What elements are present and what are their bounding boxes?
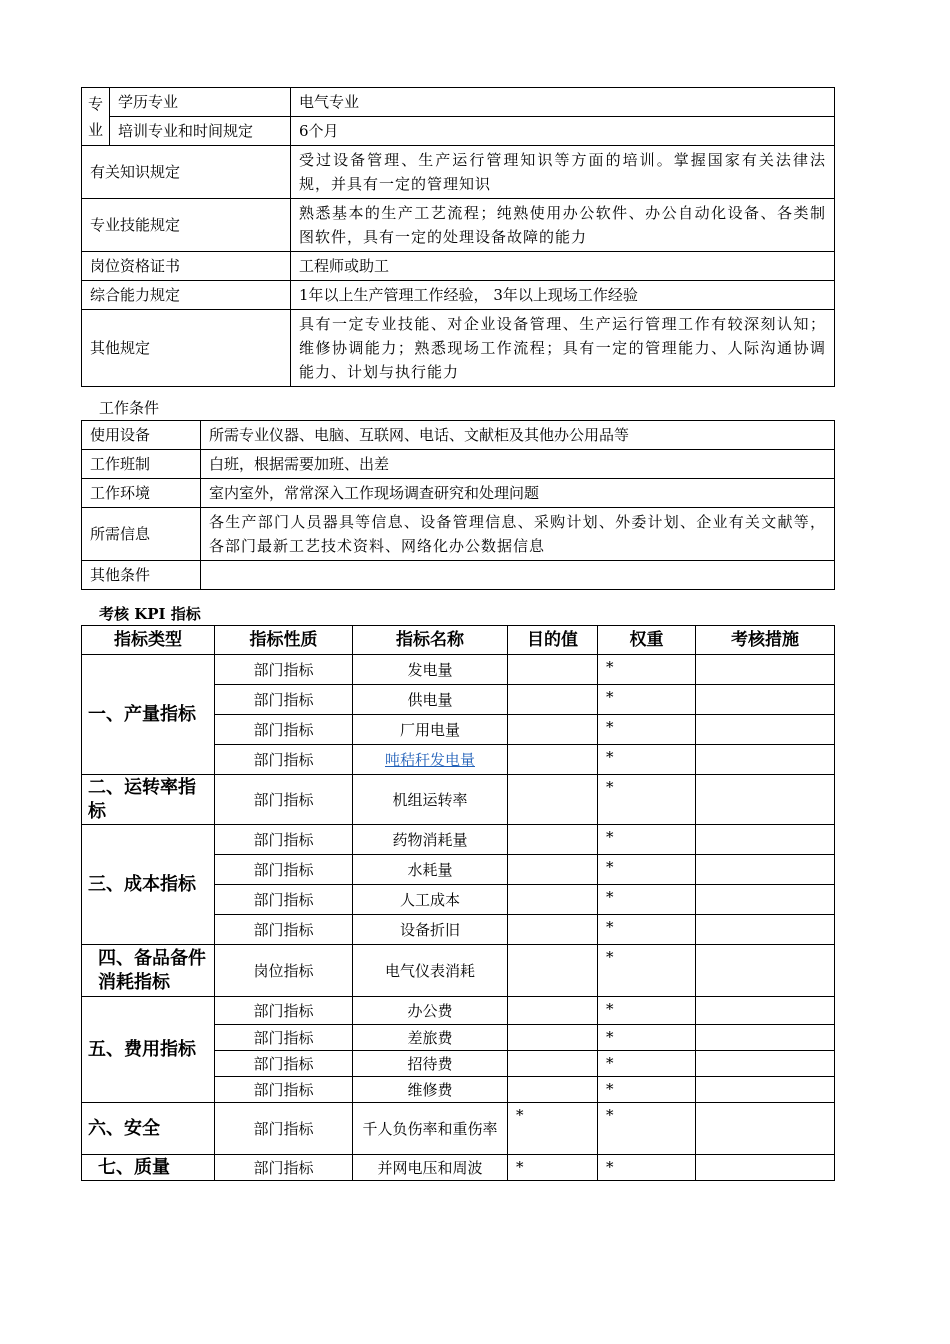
- kpi-measure: [696, 775, 835, 825]
- kpi-name: 供电量: [353, 685, 508, 715]
- kpi-target: [508, 915, 598, 945]
- kpi-name: 机组运转率: [353, 775, 508, 825]
- kpi-measure: [696, 1155, 835, 1181]
- kpi-nature: 部门指标: [215, 1025, 353, 1051]
- kpi-target: [508, 1077, 598, 1103]
- kpi-nature: 部门指标: [215, 715, 353, 745]
- kpi-header: 考核措施: [696, 626, 835, 655]
- kpi-weight: *: [598, 855, 696, 885]
- kpi-target: [508, 997, 598, 1025]
- kpi-weight: *: [598, 1155, 696, 1181]
- kpi-weight: *: [598, 715, 696, 745]
- kpi-category: 一、产量指标: [82, 655, 215, 775]
- work-conditions-title: 工作条件: [99, 399, 160, 417]
- kpi-name: 发电量: [353, 655, 508, 685]
- kpi-target: [508, 655, 598, 685]
- kpi-nature: 部门指标: [215, 1051, 353, 1077]
- row-value: 1年以上生产管理工作经验， 3年以上现场工作经验: [291, 281, 835, 310]
- kpi-weight: *: [598, 1025, 696, 1051]
- spec-label: 专业: [82, 88, 110, 146]
- cond-label: 工作环境: [82, 479, 201, 508]
- kpi-measure: [696, 745, 835, 775]
- kpi-category: 六、安全: [82, 1103, 215, 1155]
- kpi-weight: *: [598, 685, 696, 715]
- kpi-nature: 部门指标: [215, 745, 353, 775]
- kpi-weight: *: [598, 1077, 696, 1103]
- row-label: 有关知识规定: [82, 146, 291, 199]
- kpi-measure: [696, 915, 835, 945]
- kpi-weight: *: [598, 997, 696, 1025]
- kpi-header: 权重: [598, 626, 696, 655]
- kpi-target: [508, 715, 598, 745]
- kpi-nature: 部门指标: [215, 855, 353, 885]
- kpi-name: 办公费: [353, 997, 508, 1025]
- kpi-measure: [696, 1077, 835, 1103]
- kpi-nature: 部门指标: [215, 1103, 353, 1155]
- kpi-nature: 部门指标: [215, 775, 353, 825]
- kpi-measure: [696, 1025, 835, 1051]
- kpi-target: [508, 1051, 598, 1077]
- kpi-name: 维修费: [353, 1077, 508, 1103]
- kpi-name-link[interactable]: 吨秸秆发电量: [384, 750, 475, 769]
- kpi-weight: *: [598, 1051, 696, 1077]
- cond-value: 白班，根据需要加班、出差: [201, 450, 835, 479]
- cond-value: [201, 561, 835, 590]
- kpi-nature: 部门指标: [215, 825, 353, 855]
- kpi-weight: *: [598, 775, 696, 825]
- kpi-header: 指标类型: [82, 626, 215, 655]
- kpi-measure: [696, 885, 835, 915]
- row-value: 受过设备管理、生产运行管理知识等方面的培训。掌握国家有关法律法规，并具有一定的管理知识: [291, 146, 835, 199]
- kpi-measure: [696, 1051, 835, 1077]
- cond-label: 工作班制: [82, 450, 201, 479]
- kpi-measure: [696, 1103, 835, 1155]
- kpi-target: [508, 1025, 598, 1051]
- cond-value: 所需专业仪器、电脑、互联网、电话、文献柜及其他办公用品等: [201, 421, 835, 450]
- cond-label: 其他条件: [82, 561, 201, 590]
- kpi-name[interactable]: [353, 745, 508, 775]
- row-label: 培训专业和时间规定: [110, 117, 291, 146]
- kpi-nature: 部门指标: [215, 915, 353, 945]
- row-label: 学历专业: [110, 88, 291, 117]
- kpi-target: [508, 885, 598, 915]
- kpi-target: [508, 685, 598, 715]
- kpi-header: 指标性质: [215, 626, 353, 655]
- kpi-target: [508, 775, 598, 825]
- kpi-name: 人工成本: [353, 885, 508, 915]
- kpi-weight: *: [598, 885, 696, 915]
- kpi-measure: [696, 855, 835, 885]
- kpi-measure: [696, 655, 835, 685]
- row-value: 具有一定专业技能、对企业设备管理、生产运行管理工作有较深刻认知；维修协调能力；熟悉现场工作流程；具有一定的管理能力、人际沟通协调能力、计划与执行能力: [291, 310, 835, 387]
- qualification-table: [81, 87, 835, 387]
- kpi-nature: 部门指标: [215, 997, 353, 1025]
- kpi-name: 药物消耗量: [353, 825, 508, 855]
- kpi-category: 二、运转率指标: [82, 775, 215, 825]
- kpi-category: 五、费用指标: [82, 997, 215, 1103]
- kpi-name: 千人负伤率和重伤率: [353, 1103, 508, 1155]
- kpi-weight: *: [598, 655, 696, 685]
- kpi-target: [508, 825, 598, 855]
- kpi-measure: [696, 715, 835, 745]
- kpi-nature: 岗位指标: [215, 945, 353, 997]
- kpi-category: 七、质量: [82, 1155, 215, 1181]
- kpi-name: 并网电压和周波: [353, 1155, 508, 1181]
- work-conditions-table: [81, 420, 835, 590]
- kpi-target: *: [508, 1103, 598, 1155]
- cond-value: 室内室外，常常深入工作现场调查研究和处理问题: [201, 479, 835, 508]
- kpi-title: 考核 KPI 指标: [99, 605, 201, 623]
- kpi-measure: [696, 825, 835, 855]
- kpi-name: 水耗量: [353, 855, 508, 885]
- kpi-weight: *: [598, 745, 696, 775]
- cond-label: 所需信息: [82, 508, 201, 561]
- cond-value: 各生产部门人员器具等信息、设备管理信息、采购计划、外委计划、企业有关文献等，各部门最新工艺技术资料、网络化办公数据信息: [201, 508, 835, 561]
- kpi-target: [508, 945, 598, 997]
- kpi-name: 招待费: [353, 1051, 508, 1077]
- kpi-name: 厂用电量: [353, 715, 508, 745]
- kpi-measure: [696, 997, 835, 1025]
- kpi-nature: 部门指标: [215, 885, 353, 915]
- row-value: 电气专业: [291, 88, 835, 117]
- kpi-measure: [696, 685, 835, 715]
- kpi-name: 设备折旧: [353, 915, 508, 945]
- row-label: 岗位资格证书: [82, 252, 291, 281]
- row-label: 专业技能规定: [82, 199, 291, 252]
- kpi-name: 差旅费: [353, 1025, 508, 1051]
- kpi-weight: *: [598, 915, 696, 945]
- kpi-measure: [696, 945, 835, 997]
- row-value: 熟悉基本的生产工艺流程；纯熟使用办公软件、办公自动化设备、各类制图软件，具有一定的处理设备故障的能力: [291, 199, 835, 252]
- row-label: 综合能力规定: [82, 281, 291, 310]
- kpi-weight: *: [598, 1103, 696, 1155]
- kpi-nature: 部门指标: [215, 685, 353, 715]
- kpi-table: [81, 625, 835, 1181]
- row-label: 其他规定: [82, 310, 291, 387]
- kpi-category: 四、备品备件消耗指标: [82, 945, 215, 997]
- kpi-target: [508, 855, 598, 885]
- row-value: 工程师或助工: [291, 252, 835, 281]
- kpi-category: 三、成本指标: [82, 825, 215, 945]
- kpi-nature: 部门指标: [215, 655, 353, 685]
- kpi-header: 目的值: [508, 626, 598, 655]
- kpi-name: 电气仪表消耗: [353, 945, 508, 997]
- row-value: 6个月: [291, 117, 835, 146]
- cond-label: 使用设备: [82, 421, 201, 450]
- kpi-header: 指标名称: [353, 626, 508, 655]
- kpi-weight: *: [598, 825, 696, 855]
- kpi-nature: 部门指标: [215, 1077, 353, 1103]
- kpi-nature: 部门指标: [215, 1155, 353, 1181]
- kpi-target: *: [508, 1155, 598, 1181]
- kpi-weight: *: [598, 945, 696, 997]
- kpi-target: [508, 745, 598, 775]
